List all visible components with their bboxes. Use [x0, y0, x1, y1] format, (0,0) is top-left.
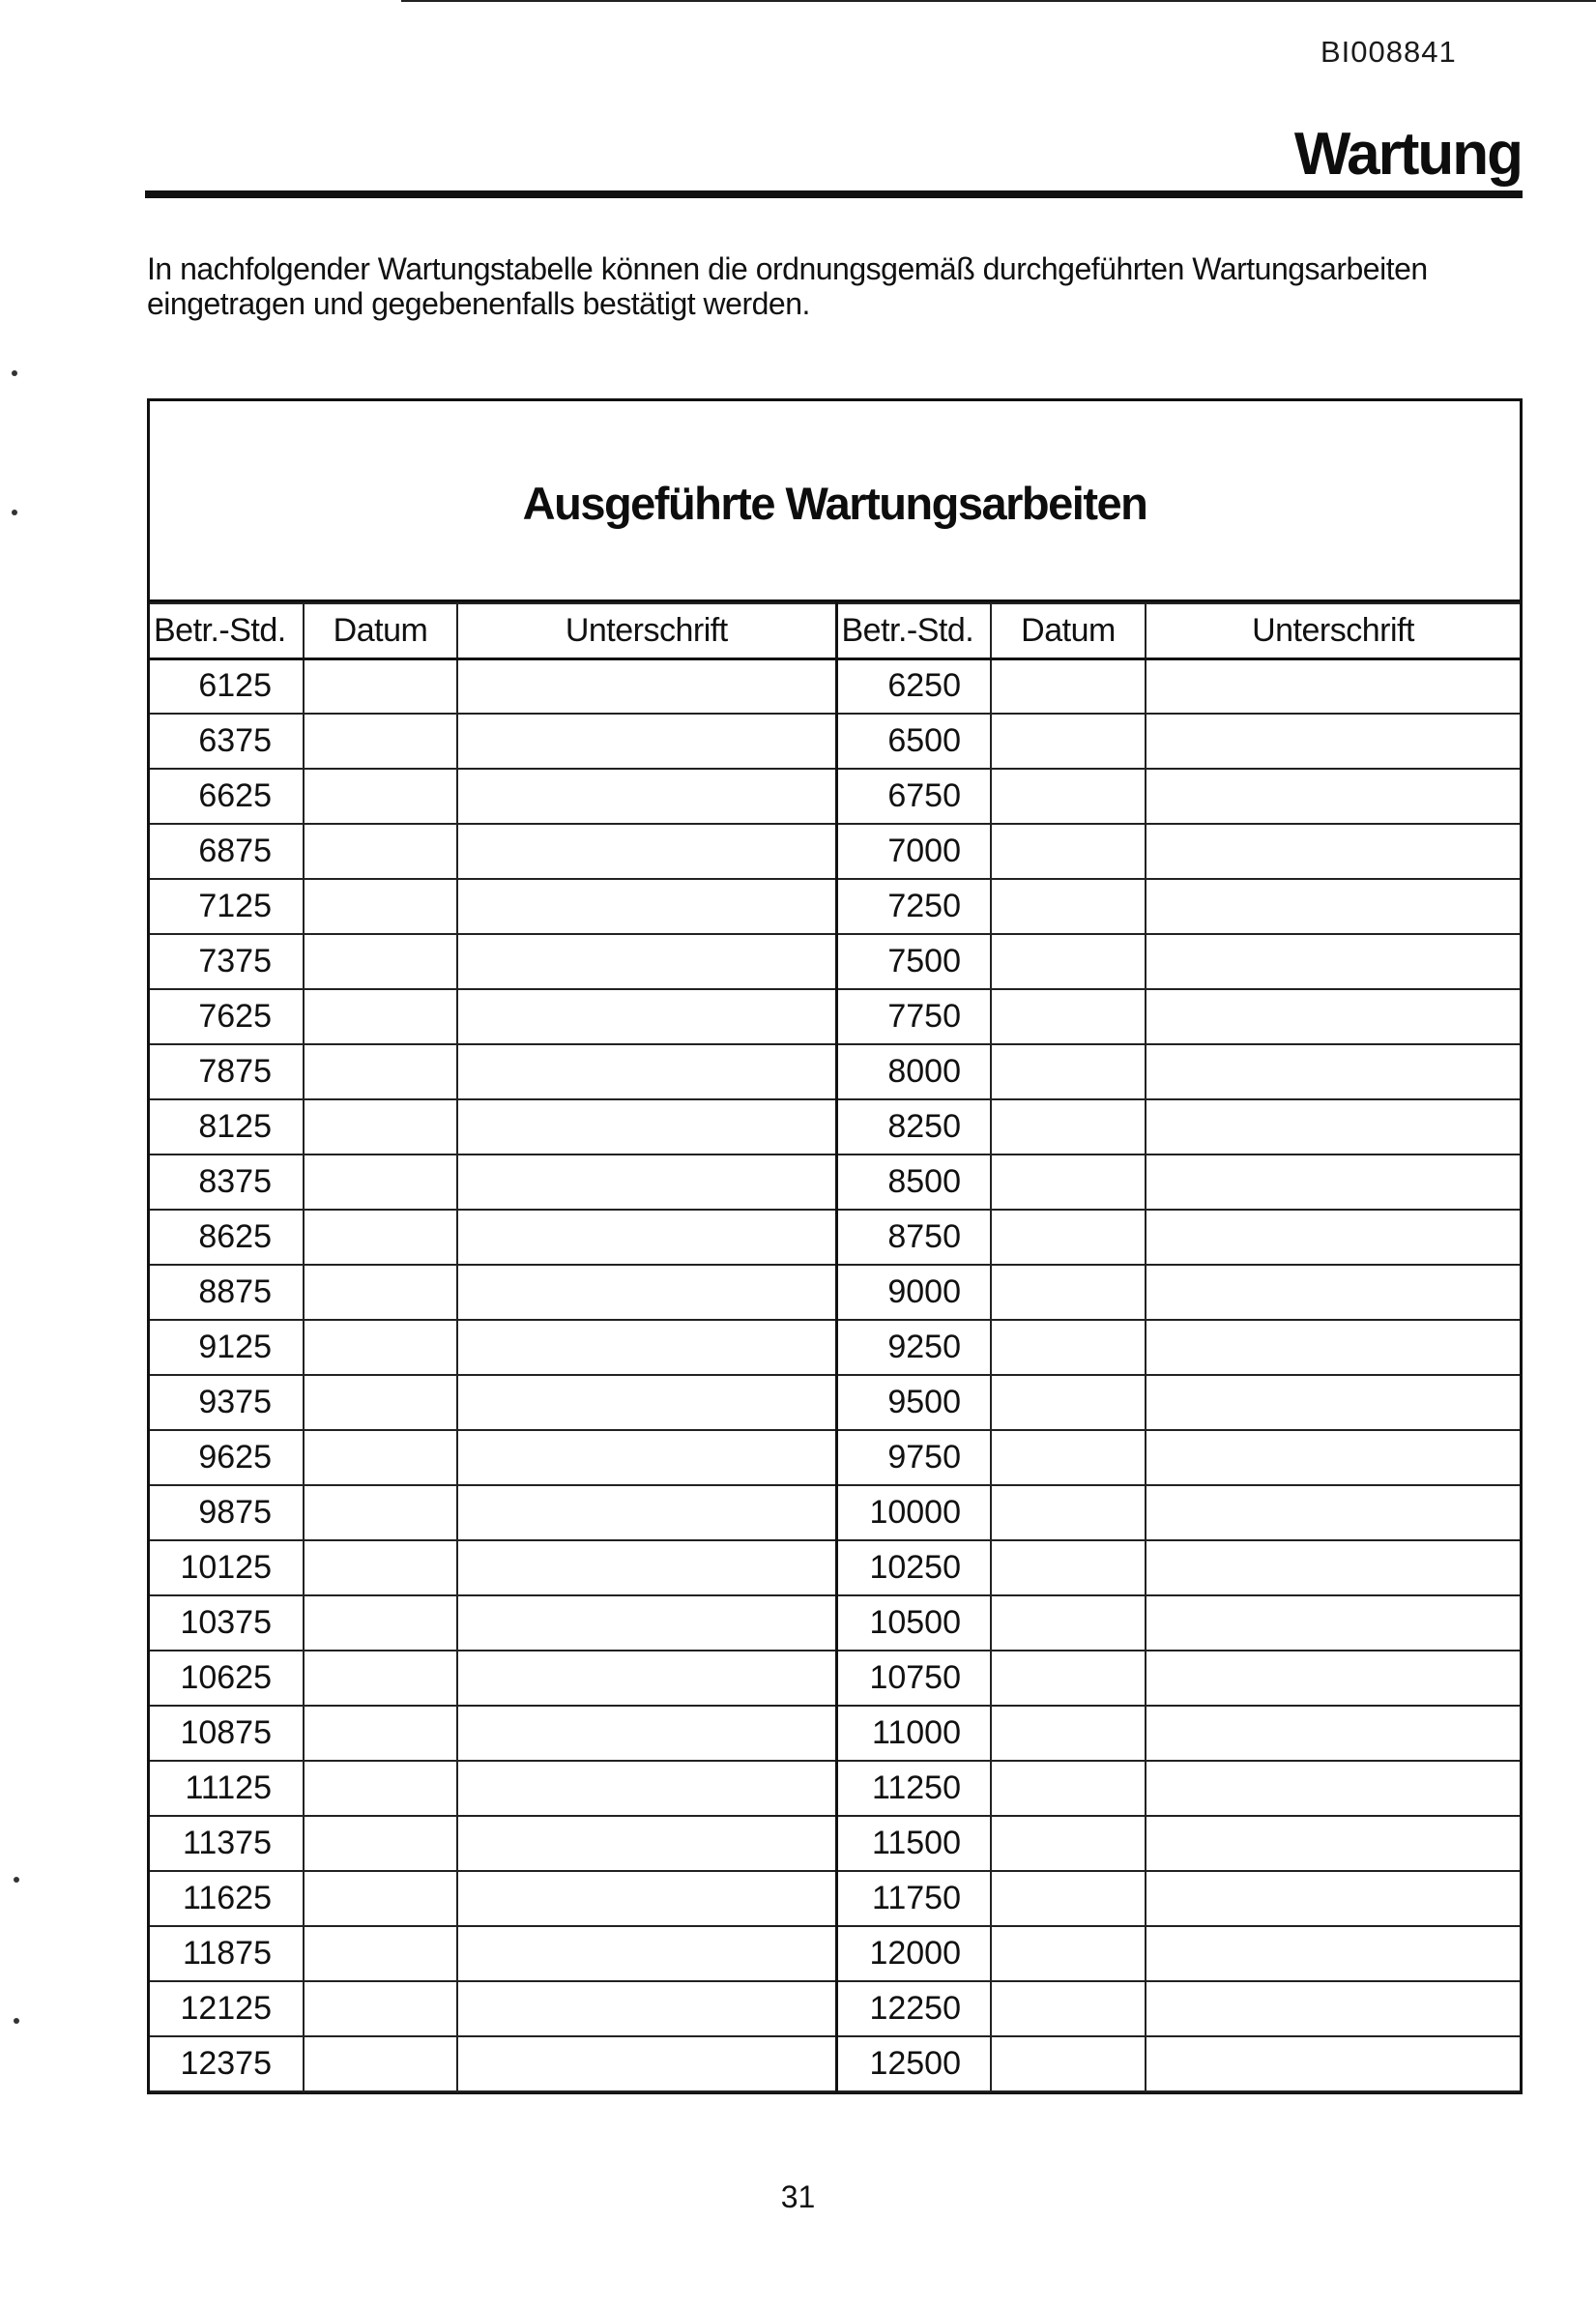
date-left-cell[interactable] [304, 1540, 457, 1595]
date-right-cell[interactable] [991, 2036, 1146, 2091]
signature-left-cell[interactable] [457, 1210, 836, 1265]
table-row [150, 1485, 1520, 1540]
table-row [150, 989, 1520, 1044]
hours-right: 7000 [836, 824, 991, 879]
date-right-cell[interactable] [991, 1320, 1146, 1375]
signature-right-cell[interactable] [1146, 1044, 1520, 1099]
signature-left-cell[interactable] [457, 1265, 836, 1320]
hours-left: 11375 [150, 1816, 304, 1871]
table-row [150, 714, 1520, 769]
table-row [150, 658, 1520, 714]
table-row [150, 1761, 1520, 1816]
signature-right-cell[interactable] [1146, 1375, 1520, 1430]
date-right-cell[interactable] [991, 1099, 1146, 1154]
date-right-cell[interactable] [991, 1981, 1146, 2036]
date-left-cell[interactable] [304, 658, 457, 714]
hours-right: 10000 [836, 1485, 991, 1540]
signature-left-cell[interactable] [457, 1981, 836, 2036]
signature-right-cell[interactable] [1146, 1099, 1520, 1154]
signature-right-cell[interactable] [1146, 1430, 1520, 1485]
signature-left-cell[interactable] [457, 1871, 836, 1926]
signature-left-cell[interactable] [457, 1375, 836, 1430]
hours-left: 6875 [150, 824, 304, 879]
signature-right-cell[interactable] [1146, 1210, 1520, 1265]
hours-left: 8625 [150, 1210, 304, 1265]
hours-left: 12375 [150, 2036, 304, 2091]
signature-right-cell[interactable] [1146, 824, 1520, 879]
hours-right: 12250 [836, 1981, 991, 2036]
hours-right: 11750 [836, 1871, 991, 1926]
signature-left-cell[interactable] [457, 1044, 836, 1099]
signature-left-cell[interactable] [457, 769, 836, 824]
signature-left-cell[interactable] [457, 1430, 836, 1485]
date-right-cell[interactable] [991, 1816, 1146, 1871]
date-left-cell[interactable] [304, 989, 457, 1044]
date-right-cell[interactable] [991, 1926, 1146, 1981]
signature-right-cell[interactable] [1146, 1154, 1520, 1210]
signature-right-cell[interactable] [1146, 2036, 1520, 2091]
signature-right-cell[interactable] [1146, 714, 1520, 769]
signature-right-cell[interactable] [1146, 1761, 1520, 1816]
document-code: BI008841 [1320, 35, 1457, 69]
hours-left: 12125 [150, 1981, 304, 2036]
date-right-cell[interactable] [991, 1485, 1146, 1540]
signature-right-cell[interactable] [1146, 1265, 1520, 1320]
date-right-cell[interactable] [991, 1540, 1146, 1595]
date-right-cell[interactable] [991, 714, 1146, 769]
date-left-cell[interactable] [304, 1981, 457, 2036]
date-left-cell[interactable] [304, 1375, 457, 1430]
table-row [150, 1154, 1520, 1210]
hours-left: 11125 [150, 1761, 304, 1816]
hours-right: 9750 [836, 1430, 991, 1485]
signature-left-cell[interactable] [457, 714, 836, 769]
signature-right-cell[interactable] [1146, 1595, 1520, 1651]
signature-left-cell[interactable] [457, 1926, 836, 1981]
hours-left: 9875 [150, 1485, 304, 1540]
signature-left-cell[interactable] [457, 1099, 836, 1154]
table-row [150, 1210, 1520, 1265]
table-row [150, 824, 1520, 879]
signature-left-cell[interactable] [457, 1651, 836, 1706]
table-row [150, 1871, 1520, 1926]
signature-right-cell[interactable] [1146, 1926, 1520, 1981]
hours-left: 7375 [150, 934, 304, 989]
signature-left-cell[interactable] [457, 1154, 836, 1210]
hours-right: 12000 [836, 1926, 991, 1981]
date-left-cell[interactable] [304, 1320, 457, 1375]
table-row [150, 1265, 1520, 1320]
table-row [150, 1099, 1520, 1154]
page-number: 31 [780, 2179, 816, 2214]
margin-dot [14, 1877, 19, 1883]
section-title: Wartung [1293, 121, 1522, 188]
signature-left-cell[interactable] [457, 1816, 836, 1871]
signature-left-cell[interactable] [457, 1485, 836, 1540]
maintenance-table [147, 398, 1523, 2094]
date-left-cell[interactable] [304, 1761, 457, 1816]
hours-left: 10125 [150, 1540, 304, 1595]
date-right-cell[interactable] [991, 1265, 1146, 1320]
signature-left-cell[interactable] [457, 658, 836, 714]
date-left-cell[interactable] [304, 1154, 457, 1210]
date-left-cell[interactable] [304, 1926, 457, 1981]
signature-right-cell[interactable] [1146, 1320, 1520, 1375]
table-row [150, 2036, 1520, 2091]
signature-left-cell[interactable] [457, 1706, 836, 1761]
table-row [150, 769, 1520, 824]
date-left-cell[interactable] [304, 714, 457, 769]
date-left-cell[interactable] [304, 1595, 457, 1651]
hours-right: 8500 [836, 1154, 991, 1210]
hours-right: 10500 [836, 1595, 991, 1651]
header-hours-right: Betr.-Std. [836, 603, 991, 658]
signature-left-cell[interactable] [457, 989, 836, 1044]
table-row [150, 1706, 1520, 1761]
signature-right-cell[interactable] [1146, 1485, 1520, 1540]
signature-right-cell[interactable] [1146, 989, 1520, 1044]
hours-right: 11250 [836, 1761, 991, 1816]
table-caption-text: Ausgeführte Wartungsarbeiten [522, 478, 1147, 529]
hours-right: 8250 [836, 1099, 991, 1154]
hours-left: 8875 [150, 1265, 304, 1320]
table-row [150, 1430, 1520, 1485]
signature-right-cell[interactable] [1146, 1981, 1520, 2036]
signature-right-cell[interactable] [1146, 1540, 1520, 1595]
hours-left: 7625 [150, 989, 304, 1044]
hours-left: 10375 [150, 1595, 304, 1651]
table-row [150, 879, 1520, 934]
table-caption [150, 401, 1520, 602]
hours-left: 9125 [150, 1320, 304, 1375]
hours-left: 11625 [150, 1871, 304, 1926]
date-right-cell[interactable] [991, 769, 1146, 824]
hours-right: 6500 [836, 714, 991, 769]
date-left-cell[interactable] [304, 1044, 457, 1099]
signature-left-cell[interactable] [457, 2036, 836, 2091]
hours-right: 11000 [836, 1706, 991, 1761]
signature-left-cell[interactable] [457, 1761, 836, 1816]
hours-right: 7750 [836, 989, 991, 1044]
table-row [150, 1375, 1520, 1430]
signature-left-cell[interactable] [457, 1595, 836, 1651]
signature-right-cell[interactable] [1146, 658, 1520, 714]
signature-right-cell[interactable] [1146, 1651, 1520, 1706]
signature-right-cell[interactable] [1146, 769, 1520, 824]
date-left-cell[interactable] [304, 879, 457, 934]
date-left-cell[interactable] [304, 824, 457, 879]
date-left-cell[interactable] [304, 1706, 457, 1761]
table-row [150, 1595, 1520, 1651]
hours-right: 12500 [836, 2036, 991, 2091]
date-left-cell[interactable] [304, 1430, 457, 1485]
date-right-cell[interactable] [991, 824, 1146, 879]
hours-right: 9250 [836, 1320, 991, 1375]
hours-left: 10875 [150, 1706, 304, 1761]
maintenance-grid [150, 602, 1520, 2092]
date-right-cell[interactable] [991, 1871, 1146, 1926]
hours-left: 6125 [150, 658, 304, 714]
date-right-cell[interactable] [991, 1430, 1146, 1485]
date-left-cell[interactable] [304, 1816, 457, 1871]
header-signature-right: Unterschrift [1146, 603, 1520, 658]
hours-right: 8750 [836, 1210, 991, 1265]
hours-left: 8125 [150, 1099, 304, 1154]
date-right-cell[interactable] [991, 1595, 1146, 1651]
date-left-cell[interactable] [304, 1485, 457, 1540]
date-right-cell[interactable] [991, 1761, 1146, 1816]
hours-right: 10750 [836, 1651, 991, 1706]
signature-right-cell[interactable] [1146, 879, 1520, 934]
margin-dot [12, 370, 17, 376]
hours-left: 10625 [150, 1651, 304, 1706]
date-right-cell[interactable] [991, 934, 1146, 989]
date-left-cell[interactable] [304, 2036, 457, 2091]
date-right-cell[interactable] [991, 1044, 1146, 1099]
margin-dot [14, 2018, 19, 2024]
date-left-cell[interactable] [304, 1871, 457, 1926]
table-row [150, 1926, 1520, 1981]
table-row [150, 1981, 1520, 2036]
hours-left: 9625 [150, 1430, 304, 1485]
hours-right: 8000 [836, 1044, 991, 1099]
date-left-cell[interactable] [304, 1099, 457, 1154]
header-date-left: Datum [304, 603, 457, 658]
signature-left-cell[interactable] [457, 824, 836, 879]
hours-right: 10250 [836, 1540, 991, 1595]
header-signature-left: Unterschrift [457, 603, 836, 658]
date-left-cell[interactable] [304, 934, 457, 989]
hours-left: 11875 [150, 1926, 304, 1981]
hours-right: 11500 [836, 1816, 991, 1871]
date-right-cell[interactable] [991, 879, 1146, 934]
hours-right: 9500 [836, 1375, 991, 1430]
date-right-cell[interactable] [991, 989, 1146, 1044]
signature-left-cell[interactable] [457, 1320, 836, 1375]
header-hours-left: Betr.-Std. [150, 603, 304, 658]
hours-left: 6625 [150, 769, 304, 824]
date-left-cell[interactable] [304, 769, 457, 824]
hours-left: 8375 [150, 1154, 304, 1210]
hours-right: 9000 [836, 1265, 991, 1320]
signature-right-cell[interactable] [1146, 1816, 1520, 1871]
table-row [150, 1320, 1520, 1375]
hours-left: 9375 [150, 1375, 304, 1430]
header-row [150, 603, 1520, 658]
signature-left-cell[interactable] [457, 879, 836, 934]
date-left-cell[interactable] [304, 1210, 457, 1265]
header-date-right: Datum [991, 603, 1146, 658]
date-right-cell[interactable] [991, 658, 1146, 714]
hours-left: 6375 [150, 714, 304, 769]
hours-right: 6750 [836, 769, 991, 824]
hours-right: 6250 [836, 658, 991, 714]
table-row [150, 1651, 1520, 1706]
date-right-cell[interactable] [991, 1706, 1146, 1761]
table-row [150, 1044, 1520, 1099]
signature-left-cell[interactable] [457, 934, 836, 989]
table-row [150, 934, 1520, 989]
date-left-cell[interactable] [304, 1265, 457, 1320]
date-right-cell[interactable] [991, 1210, 1146, 1265]
hours-left: 7125 [150, 879, 304, 934]
signature-right-cell[interactable] [1146, 934, 1520, 989]
margin-dot [12, 510, 17, 515]
date-right-cell[interactable] [991, 1154, 1146, 1210]
hours-right: 7500 [836, 934, 991, 989]
hours-left: 7875 [150, 1044, 304, 1099]
signature-left-cell[interactable] [457, 1540, 836, 1595]
date-left-cell[interactable] [304, 1651, 457, 1706]
table-row [150, 1816, 1520, 1871]
hours-right: 7250 [836, 879, 991, 934]
signature-right-cell[interactable] [1146, 1871, 1520, 1926]
top-rule [401, 0, 1596, 2]
table-row [150, 1540, 1520, 1595]
date-right-cell[interactable] [991, 1375, 1146, 1430]
date-right-cell[interactable] [991, 1651, 1146, 1706]
grid-body [150, 658, 1520, 2091]
intro-paragraph: In nachfolgender Wartungstabelle können die ordnungsgemäß durchgeführten Wartungsarbeiten eingetragen und gegebenenfalls bestätigt werden. [147, 251, 1428, 321]
signature-right-cell[interactable] [1146, 1706, 1520, 1761]
title-rule [145, 190, 1523, 198]
